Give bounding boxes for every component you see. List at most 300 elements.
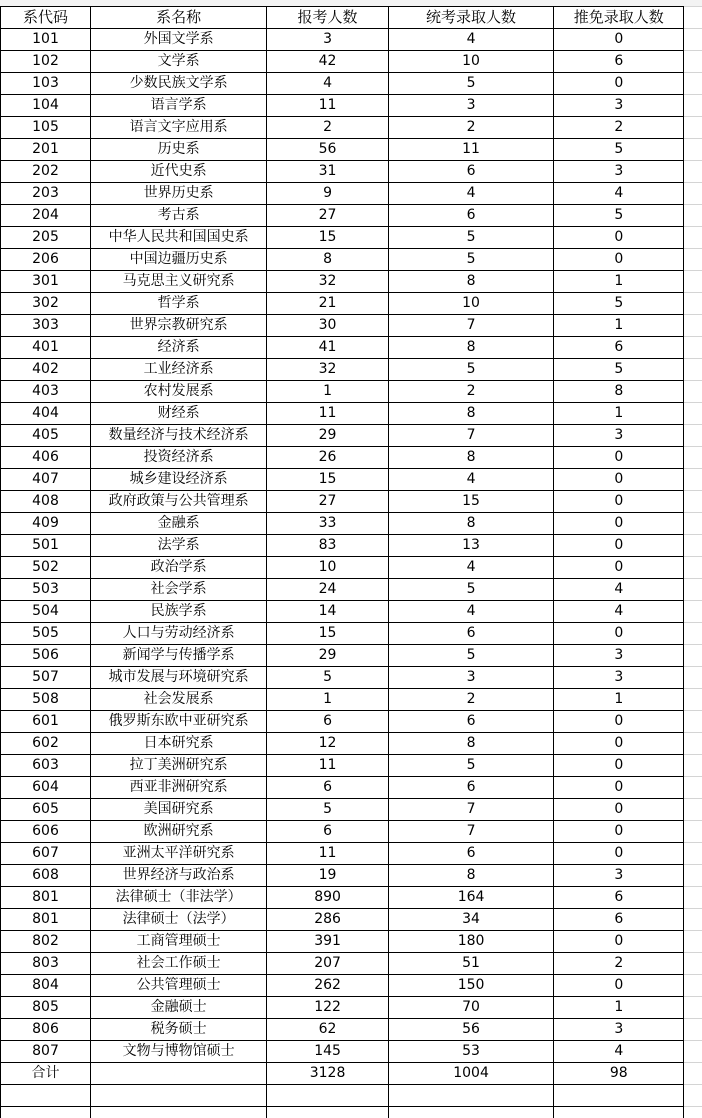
empty-cell[interactable] [684,535,702,557]
recommended-cell[interactable]: 5 [554,205,684,227]
code-cell[interactable]: 801 [1,887,91,909]
exam-admitted-cell[interactable]: 180 [388,931,553,953]
name-cell[interactable]: 文学系 [91,51,267,73]
recommended-cell[interactable]: 0 [554,491,684,513]
code-cell[interactable]: 504 [1,601,91,623]
header-cell-name[interactable]: 系名称 [91,7,267,29]
name-cell[interactable]: 投资经济系 [91,447,267,469]
recommended-cell[interactable]: 4 [554,601,684,623]
name-cell[interactable]: 日本研究系 [91,733,267,755]
recommended-cell[interactable]: 2 [554,117,684,139]
code-cell[interactable]: 806 [1,1019,91,1041]
exam-admitted-cell[interactable]: 4 [388,557,553,579]
recommended-cell[interactable]: 3 [554,1019,684,1041]
applicants-cell[interactable]: 10 [267,557,389,579]
recommended-cell[interactable]: 6 [554,909,684,931]
code-cell[interactable]: 407 [1,469,91,491]
empty-cell[interactable] [684,315,702,337]
exam-admitted-cell[interactable]: 6 [388,843,553,865]
code-cell[interactable]: 104 [1,95,91,117]
name-cell[interactable]: 俄罗斯东欧中亚研究系 [91,711,267,733]
code-cell[interactable]: 608 [1,865,91,887]
exam-admitted-cell[interactable]: 13 [388,535,553,557]
name-cell[interactable]: 世界历史系 [91,183,267,205]
name-cell[interactable]: 美国研究系 [91,799,267,821]
exam-admitted-cell[interactable]: 7 [388,821,553,843]
applicants-cell[interactable]: 122 [267,997,389,1019]
empty-cell[interactable] [554,1085,684,1107]
recommended-cell[interactable]: 0 [554,557,684,579]
empty-cell[interactable] [684,623,702,645]
name-cell[interactable]: 工商管理硕士 [91,931,267,953]
empty-cell[interactable] [684,887,702,909]
applicants-cell[interactable]: 21 [267,293,389,315]
empty-cell[interactable] [684,381,702,403]
applicants-cell[interactable]: 3 [267,29,389,51]
empty-cell[interactable] [684,557,702,579]
name-cell[interactable]: 欧洲研究系 [91,821,267,843]
name-cell[interactable]: 数量经济与技术经济系 [91,425,267,447]
name-cell[interactable]: 法律硕士（非法学） [91,887,267,909]
empty-cell[interactable] [684,821,702,843]
total-applicants-cell[interactable]: 3128 [267,1063,389,1085]
empty-cell[interactable] [684,1019,702,1041]
applicants-cell[interactable]: 5 [267,799,389,821]
code-cell[interactable]: 105 [1,117,91,139]
recommended-cell[interactable]: 4 [554,183,684,205]
exam-admitted-cell[interactable]: 56 [388,1019,553,1041]
empty-cell[interactable] [684,689,702,711]
exam-admitted-cell[interactable]: 34 [388,909,553,931]
empty-cell[interactable] [684,205,702,227]
empty-cell[interactable] [684,161,702,183]
recommended-cell[interactable]: 0 [554,469,684,491]
name-cell[interactable]: 语言学系 [91,95,267,117]
exam-admitted-cell[interactable]: 5 [388,249,553,271]
recommended-cell[interactable]: 0 [554,733,684,755]
empty-cell[interactable] [684,29,702,51]
empty-cell[interactable] [684,337,702,359]
code-cell[interactable]: 801 [1,909,91,931]
name-cell[interactable]: 经济系 [91,337,267,359]
exam-admitted-cell[interactable]: 6 [388,777,553,799]
applicants-cell[interactable]: 11 [267,95,389,117]
exam-admitted-cell[interactable]: 8 [388,733,553,755]
applicants-cell[interactable]: 27 [267,491,389,513]
name-cell[interactable]: 外国文学系 [91,29,267,51]
applicants-cell[interactable]: 15 [267,227,389,249]
exam-admitted-cell[interactable]: 4 [388,183,553,205]
recommended-cell[interactable]: 0 [554,73,684,95]
name-cell[interactable]: 金融硕士 [91,997,267,1019]
applicants-cell[interactable]: 4 [267,73,389,95]
name-cell[interactable]: 亚洲太平洋研究系 [91,843,267,865]
name-cell[interactable]: 城市发展与环境研究系 [91,667,267,689]
code-cell[interactable]: 602 [1,733,91,755]
name-cell[interactable]: 工业经济系 [91,359,267,381]
recommended-cell[interactable]: 0 [554,975,684,997]
name-cell[interactable]: 政府政策与公共管理系 [91,491,267,513]
empty-cell[interactable] [684,183,702,205]
applicants-cell[interactable]: 29 [267,425,389,447]
applicants-cell[interactable]: 32 [267,359,389,381]
empty-cell[interactable] [684,359,702,381]
recommended-cell[interactable]: 3 [554,865,684,887]
applicants-cell[interactable]: 15 [267,623,389,645]
exam-admitted-cell[interactable]: 8 [388,447,553,469]
empty-cell[interactable] [684,711,702,733]
applicants-cell[interactable]: 11 [267,843,389,865]
empty-cell[interactable] [91,1107,267,1118]
applicants-cell[interactable]: 14 [267,601,389,623]
empty-cell[interactable] [684,579,702,601]
exam-admitted-cell[interactable]: 5 [388,645,553,667]
applicants-cell[interactable]: 391 [267,931,389,953]
exam-admitted-cell[interactable]: 6 [388,623,553,645]
empty-cell[interactable] [684,447,702,469]
empty-cell[interactable] [684,95,702,117]
applicants-cell[interactable]: 890 [267,887,389,909]
code-cell[interactable]: 506 [1,645,91,667]
code-cell[interactable]: 204 [1,205,91,227]
code-cell[interactable]: 301 [1,271,91,293]
empty-cell[interactable] [684,997,702,1019]
code-cell[interactable]: 606 [1,821,91,843]
recommended-cell[interactable]: 6 [554,887,684,909]
exam-admitted-cell[interactable]: 8 [388,403,553,425]
applicants-cell[interactable]: 6 [267,777,389,799]
code-cell[interactable]: 503 [1,579,91,601]
code-cell[interactable]: 201 [1,139,91,161]
total-exam-admitted-cell[interactable]: 1004 [388,1063,553,1085]
applicants-cell[interactable]: 27 [267,205,389,227]
empty-cell[interactable] [684,645,702,667]
applicants-cell[interactable]: 12 [267,733,389,755]
applicants-cell[interactable]: 145 [267,1041,389,1063]
empty-cell[interactable] [1,1085,91,1107]
empty-cell[interactable] [684,73,702,95]
applicants-cell[interactable]: 29 [267,645,389,667]
recommended-cell[interactable]: 0 [554,931,684,953]
recommended-cell[interactable]: 5 [554,139,684,161]
name-cell[interactable]: 法学系 [91,535,267,557]
code-cell[interactable]: 805 [1,997,91,1019]
exam-admitted-cell[interactable]: 11 [388,139,553,161]
applicants-cell[interactable]: 1 [267,689,389,711]
recommended-cell[interactable]: 0 [554,711,684,733]
exam-admitted-cell[interactable]: 3 [388,95,553,117]
empty-cell[interactable] [267,1085,389,1107]
name-cell[interactable]: 历史系 [91,139,267,161]
exam-admitted-cell[interactable]: 51 [388,953,553,975]
code-cell[interactable]: 603 [1,755,91,777]
empty-cell[interactable] [684,227,702,249]
name-cell[interactable]: 农村发展系 [91,381,267,403]
empty-cell[interactable] [684,843,702,865]
code-cell[interactable]: 403 [1,381,91,403]
recommended-cell[interactable]: 3 [554,425,684,447]
applicants-cell[interactable]: 24 [267,579,389,601]
code-cell[interactable]: 405 [1,425,91,447]
exam-admitted-cell[interactable]: 150 [388,975,553,997]
applicants-cell[interactable]: 6 [267,821,389,843]
exam-admitted-cell[interactable]: 5 [388,73,553,95]
empty-cell[interactable] [684,7,702,29]
code-cell[interactable]: 206 [1,249,91,271]
name-cell[interactable]: 民族学系 [91,601,267,623]
empty-cell[interactable] [684,755,702,777]
exam-admitted-cell[interactable]: 2 [388,117,553,139]
code-cell[interactable]: 302 [1,293,91,315]
name-cell[interactable]: 中华人民共和国国史系 [91,227,267,249]
applicants-cell[interactable]: 30 [267,315,389,337]
recommended-cell[interactable]: 0 [554,535,684,557]
applicants-cell[interactable]: 15 [267,469,389,491]
name-cell[interactable]: 世界经济与政治系 [91,865,267,887]
name-cell[interactable]: 社会发展系 [91,689,267,711]
exam-admitted-cell[interactable]: 6 [388,205,553,227]
empty-cell[interactable] [684,1085,702,1107]
name-cell[interactable]: 人口与劳动经济系 [91,623,267,645]
exam-admitted-cell[interactable]: 8 [388,865,553,887]
recommended-cell[interactable]: 0 [554,755,684,777]
header-cell-applicants[interactable]: 报考人数 [267,7,389,29]
empty-cell[interactable] [684,1107,702,1118]
empty-cell[interactable] [684,931,702,953]
code-cell[interactable]: 404 [1,403,91,425]
name-cell[interactable]: 社会学系 [91,579,267,601]
exam-admitted-cell[interactable]: 4 [388,601,553,623]
applicants-cell[interactable]: 26 [267,447,389,469]
applicants-cell[interactable]: 56 [267,139,389,161]
exam-admitted-cell[interactable]: 5 [388,579,553,601]
code-cell[interactable]: 802 [1,931,91,953]
name-cell[interactable]: 财经系 [91,403,267,425]
recommended-cell[interactable]: 1 [554,403,684,425]
recommended-cell[interactable]: 0 [554,821,684,843]
empty-cell[interactable] [684,139,702,161]
code-cell[interactable]: 205 [1,227,91,249]
recommended-cell[interactable]: 5 [554,359,684,381]
applicants-cell[interactable]: 41 [267,337,389,359]
exam-admitted-cell[interactable]: 3 [388,667,553,689]
name-cell[interactable]: 拉丁美洲研究系 [91,755,267,777]
recommended-cell[interactable]: 0 [554,227,684,249]
header-cell-exam-admitted[interactable]: 统考录取人数 [388,7,553,29]
exam-admitted-cell[interactable]: 7 [388,315,553,337]
code-cell[interactable]: 102 [1,51,91,73]
recommended-cell[interactable]: 6 [554,51,684,73]
exam-admitted-cell[interactable]: 8 [388,337,553,359]
empty-cell[interactable] [388,1107,553,1118]
applicants-cell[interactable]: 5 [267,667,389,689]
header-cell-code[interactable]: 系代码 [1,7,91,29]
code-cell[interactable]: 406 [1,447,91,469]
applicants-cell[interactable]: 42 [267,51,389,73]
recommended-cell[interactable]: 0 [554,843,684,865]
empty-cell[interactable] [684,293,702,315]
empty-cell[interactable] [684,1063,702,1085]
code-cell[interactable]: 103 [1,73,91,95]
recommended-cell[interactable]: 4 [554,579,684,601]
recommended-cell[interactable]: 6 [554,337,684,359]
empty-cell[interactable] [684,777,702,799]
name-cell[interactable]: 世界宗教研究系 [91,315,267,337]
code-cell[interactable]: 303 [1,315,91,337]
applicants-cell[interactable]: 32 [267,271,389,293]
applicants-cell[interactable]: 8 [267,249,389,271]
code-cell[interactable]: 601 [1,711,91,733]
name-cell[interactable]: 少数民族文学系 [91,73,267,95]
code-cell[interactable]: 502 [1,557,91,579]
exam-admitted-cell[interactable]: 10 [388,293,553,315]
exam-admitted-cell[interactable]: 6 [388,161,553,183]
applicants-cell[interactable]: 286 [267,909,389,931]
code-cell[interactable]: 409 [1,513,91,535]
applicants-cell[interactable]: 11 [267,755,389,777]
empty-cell[interactable] [684,117,702,139]
exam-admitted-cell[interactable]: 5 [388,755,553,777]
exam-admitted-cell[interactable]: 4 [388,469,553,491]
name-cell[interactable]: 中国边疆历史系 [91,249,267,271]
empty-cell[interactable] [684,51,702,73]
applicants-cell[interactable]: 207 [267,953,389,975]
name-cell[interactable]: 新闻学与传播学系 [91,645,267,667]
exam-admitted-cell[interactable]: 7 [388,425,553,447]
exam-admitted-cell[interactable]: 2 [388,689,553,711]
recommended-cell[interactable]: 1 [554,315,684,337]
recommended-cell[interactable]: 3 [554,95,684,117]
code-cell[interactable]: 203 [1,183,91,205]
total-empty-cell[interactable] [91,1063,267,1085]
empty-cell[interactable] [684,975,702,997]
code-cell[interactable]: 604 [1,777,91,799]
empty-cell[interactable] [684,249,702,271]
applicants-cell[interactable]: 9 [267,183,389,205]
recommended-cell[interactable]: 1 [554,271,684,293]
empty-cell[interactable] [684,667,702,689]
empty-cell[interactable] [684,469,702,491]
recommended-cell[interactable]: 0 [554,447,684,469]
applicants-cell[interactable]: 262 [267,975,389,997]
name-cell[interactable]: 马克思主义研究系 [91,271,267,293]
exam-admitted-cell[interactable]: 8 [388,271,553,293]
recommended-cell[interactable]: 1 [554,997,684,1019]
empty-cell[interactable] [684,403,702,425]
name-cell[interactable]: 语言文字应用系 [91,117,267,139]
empty-cell[interactable] [684,909,702,931]
recommended-cell[interactable]: 1 [554,689,684,711]
applicants-cell[interactable]: 62 [267,1019,389,1041]
empty-cell[interactable] [684,491,702,513]
name-cell[interactable]: 社会工作硕士 [91,953,267,975]
name-cell[interactable]: 公共管理硕士 [91,975,267,997]
empty-cell[interactable] [684,799,702,821]
empty-cell[interactable] [684,733,702,755]
recommended-cell[interactable]: 4 [554,1041,684,1063]
recommended-cell[interactable]: 5 [554,293,684,315]
recommended-cell[interactable]: 3 [554,645,684,667]
empty-cell[interactable] [684,865,702,887]
code-cell[interactable]: 401 [1,337,91,359]
code-cell[interactable]: 408 [1,491,91,513]
code-cell[interactable]: 803 [1,953,91,975]
applicants-cell[interactable]: 6 [267,711,389,733]
name-cell[interactable]: 政治学系 [91,557,267,579]
exam-admitted-cell[interactable]: 5 [388,359,553,381]
code-cell[interactable]: 607 [1,843,91,865]
applicants-cell[interactable]: 2 [267,117,389,139]
code-cell[interactable]: 605 [1,799,91,821]
applicants-cell[interactable]: 83 [267,535,389,557]
recommended-cell[interactable]: 0 [554,799,684,821]
empty-cell[interactable] [684,601,702,623]
name-cell[interactable]: 西亚非洲研究系 [91,777,267,799]
exam-admitted-cell[interactable]: 5 [388,227,553,249]
applicants-cell[interactable]: 1 [267,381,389,403]
applicants-cell[interactable]: 11 [267,403,389,425]
recommended-cell[interactable]: 0 [554,777,684,799]
name-cell[interactable]: 文物与博物馆硕士 [91,1041,267,1063]
code-cell[interactable]: 807 [1,1041,91,1063]
recommended-cell[interactable]: 0 [554,29,684,51]
name-cell[interactable]: 法律硕士（法学） [91,909,267,931]
exam-admitted-cell[interactable]: 6 [388,711,553,733]
empty-cell[interactable] [554,1107,684,1118]
code-cell[interactable]: 505 [1,623,91,645]
recommended-cell[interactable]: 0 [554,249,684,271]
empty-cell[interactable] [388,1085,553,1107]
name-cell[interactable]: 近代史系 [91,161,267,183]
exam-admitted-cell[interactable]: 53 [388,1041,553,1063]
applicants-cell[interactable]: 19 [267,865,389,887]
exam-admitted-cell[interactable]: 7 [388,799,553,821]
exam-admitted-cell[interactable]: 8 [388,513,553,535]
exam-admitted-cell[interactable]: 2 [388,381,553,403]
empty-cell[interactable] [684,1041,702,1063]
applicants-cell[interactable]: 31 [267,161,389,183]
recommended-cell[interactable]: 8 [554,381,684,403]
empty-cell[interactable] [684,425,702,447]
recommended-cell[interactable]: 0 [554,623,684,645]
applicants-cell[interactable]: 33 [267,513,389,535]
recommended-cell[interactable]: 0 [554,513,684,535]
recommended-cell[interactable]: 3 [554,161,684,183]
exam-admitted-cell[interactable]: 4 [388,29,553,51]
name-cell[interactable]: 城乡建设经济系 [91,469,267,491]
header-cell-recommended-admitted[interactable]: 推免录取人数 [554,7,684,29]
exam-admitted-cell[interactable]: 10 [388,51,553,73]
empty-cell[interactable] [91,1085,267,1107]
empty-cell[interactable] [684,271,702,293]
empty-cell[interactable] [684,513,702,535]
total-label-cell[interactable]: 合计 [1,1063,91,1085]
name-cell[interactable]: 哲学系 [91,293,267,315]
exam-admitted-cell[interactable]: 164 [388,887,553,909]
total-recommended-cell[interactable]: 98 [554,1063,684,1085]
recommended-cell[interactable]: 2 [554,953,684,975]
code-cell[interactable]: 402 [1,359,91,381]
empty-cell[interactable] [1,1107,91,1118]
code-cell[interactable]: 101 [1,29,91,51]
empty-cell[interactable] [267,1107,389,1118]
code-cell[interactable]: 501 [1,535,91,557]
name-cell[interactable]: 考古系 [91,205,267,227]
name-cell[interactable]: 金融系 [91,513,267,535]
empty-cell[interactable] [684,953,702,975]
code-cell[interactable]: 804 [1,975,91,997]
code-cell[interactable]: 508 [1,689,91,711]
